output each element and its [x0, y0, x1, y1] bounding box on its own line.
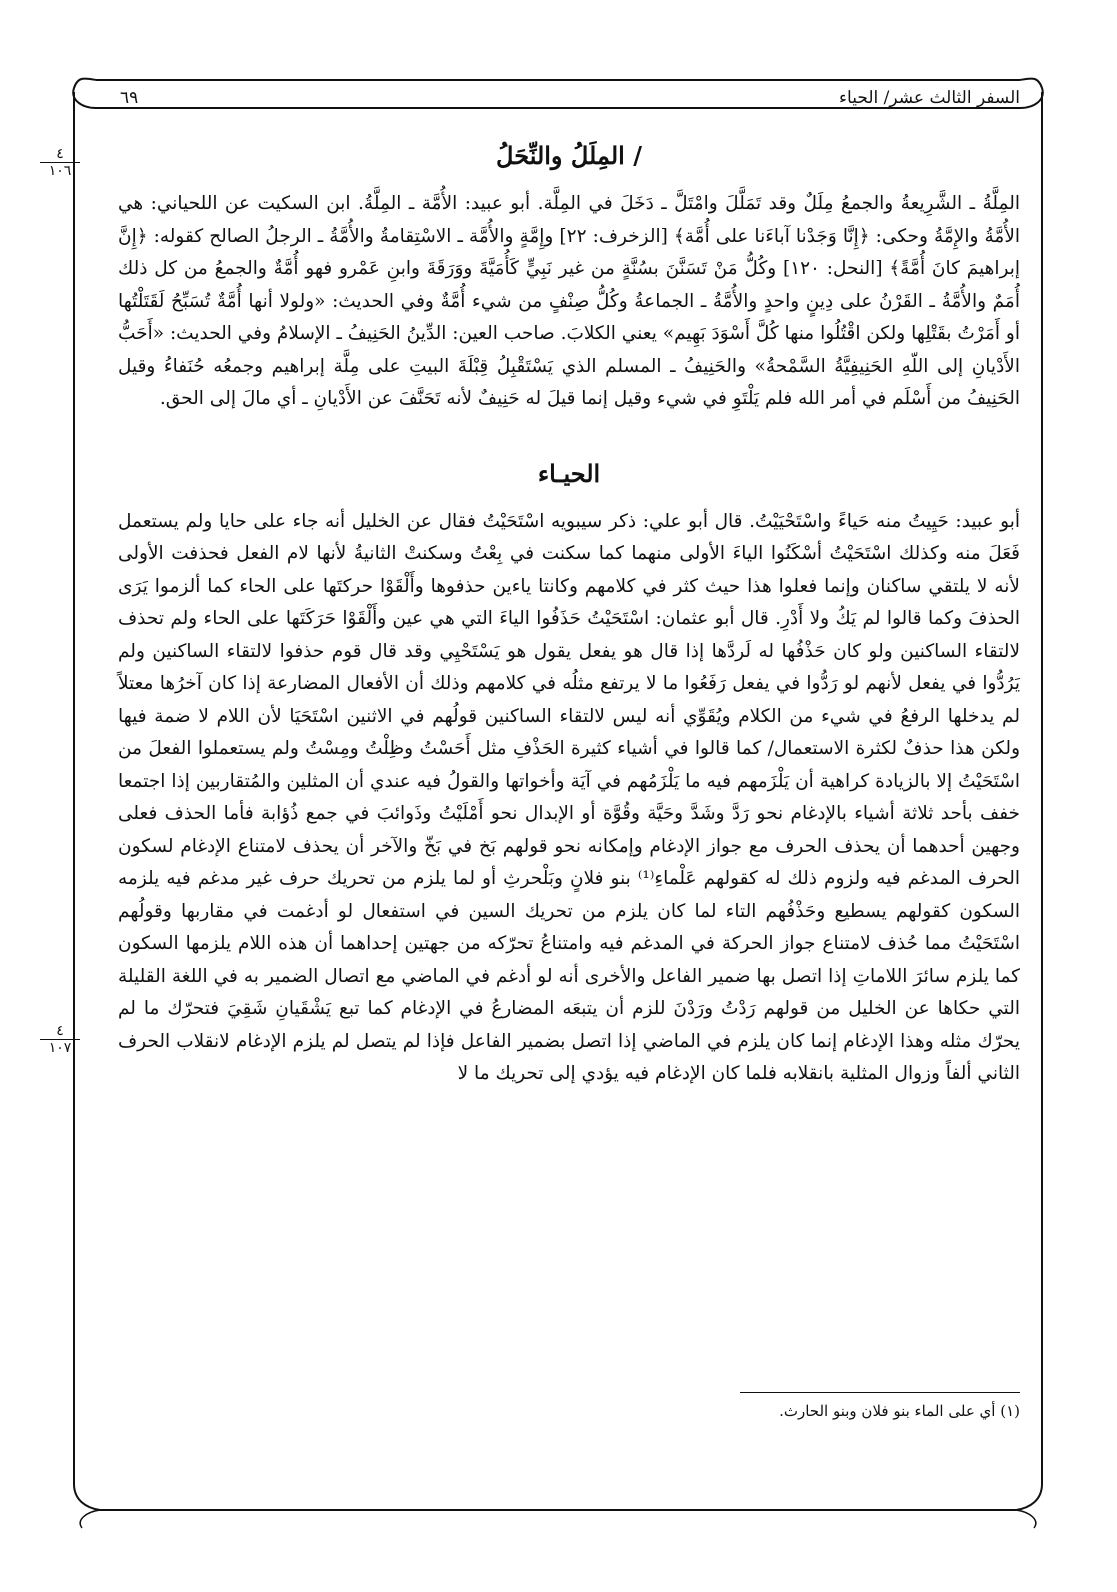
margin-reference-numerator: ٤: [40, 1024, 80, 1040]
border-bottom-curl-right: [1016, 1510, 1036, 1528]
margin-reference-1: [40, 147, 80, 178]
section-heading-milal: / المِلَلُ والنِّحَلُ: [496, 141, 642, 170]
margin-reference-denominator: ١٠٦: [48, 163, 72, 179]
margin-reference-denominator: ١٠٧: [48, 1040, 72, 1056]
header-title: السفر الثالث عشر/ الحياء: [839, 88, 1020, 108]
section-spacer: [118, 416, 1020, 456]
margin-reference-numerator: ٤: [40, 147, 80, 163]
section-paragraph-milal: المِلَّةُ ـ الشَّرِيعةُ والجمعُ مِلَلٌ وقد تَمَلَّلَ وامْتَلَّ ـ دَخَلَ في المِلَّة. أبو عبيد: الأُمَّة ـ المِلَّةُ. ابن السكيت عن اللحياني: هي الأُمَّةُ والإِمَّةُ وحكى: ﴿إِنَّا وَجَدْنا آباءَنا على أُمَّة﴾ [الزخرف: ٢٢] وإِمَّةٍ والأُمَّة ـ الاسْتِقامةُ والأُمَّةُ ـ الرجلُ الصالح كقوله: ﴿إِنَّ إبراهيمَ كانَ أُمَّةً﴾ [النحل: ١٢٠] وكُلُّ مَنْ تَسَنَّنَ بسُنَّةٍ من غير نَبِيٍّ كَأُمَيَّةَ ووَرَقَةَ وابنِ عَمْرو فهو أُمَّةٌ والجمعُ من كل ذلك أُمَمٌ والأُمَّةُ ـ القَرْنُ على دِينٍ واحدٍ والأُمَّةُ ـ الجماعةُ وكُلُّ صِنْفٍ من شيء أُمَّةٌ وفي الحديث: «ولولا أنها أُمَّةٌ تُسَبِّحُ لَقَتَلْتُها أو أَمَرْتُ بقَتْلِها ولكن اقْتُلُوا منها كُلَّ أَسْوَدَ بَهِيم» يعني الكلابَ. صاحب العين: الدِّينُ الحَنِيفُ ـ الإسلامُ وفي الحديث: «أَحَبُّ الأَدْيانِ إلى اللّهِ الحَنِيفِيَّةُ السَّمْحةُ» والحَنِيفُ ـ المسلم الذي يَسْتَقْبِلُ قِبْلَةَ البيتِ على مِلَّة إبراهيم وجمعُه حُنَفاءُ وقيل الحَنِيفُ من أَسْلَم في أمر الله فلم يَلْتَوِ في شيء وقيل إنما قيلَ له حَنِيفٌ لأنه تَحَنَّفَ عن الأَدْيانِ ـ أي مالَ إلى الحق.: [118, 193, 1021, 409]
margin-reference-2: [40, 1024, 80, 1055]
main-text: [118, 138, 1020, 1091]
section-heading-hayaa: الحيـاء: [537, 458, 601, 488]
running-header: [120, 88, 1020, 118]
footnote: (١) أي على الماء بنو فلان وبنو الحارث.: [779, 1402, 1020, 1420]
section-paragraph-hayaa: أبو عبيد: حَيِيتُ منه حَياءً واسْتَحْيَيْتُ. قال أبو علي: ذكر سيبويه اسْتَحَيْتُ فقال عن الخليل أنه جاء على حايا ولم يستعمل فَعَلَ منه وكذلك اسْتَحَيْتُ أسْكَنُوا الياءَ الأولى منهما كما سكنت في بِعْتُ وسكنتْ الثانيةُ لأنها لام الفعل فحذفت الأولى لأنه لا يلتقي ساكنان وإنما فعلوا هذا حيث كثر في كلامهم وكانتا ياءين حذفوها وأَلْقَوْا حركتَها على الحاء كما ألزموا يَرَى الحذفَ وكما قالوا لم يَكُ ولا أَدْرِ. قال أبو عثمان: اسْتَحَيْتُ حَذَفُوا الياءَ التي هي عين وأَلْقَوْا حَرَكَتَها على الحاء ولم تحذف لالتقاء الساكنين ولو كان حَذْفُها له لَردَّها إذا قال هو يفعل يقول هو يَسْتَحْيِي وقد قال قوم حذفوا لالتقاء الساكنين ولم يَرُدُّوا في يفعل لأنهم لو رَدُّوا في يفعل رَفَعُوا ما لا يرتفع مثلُه في كلامهم وذلك أن الأفعال المضارعة إذا كان آخرُها معتلاً لم يدخلها الرفعُ في شيء من الكلام ويُقَوِّي أنه ليس لالتقاء الساكنين قولُهم في الاثنين اسْتَحَيَا لأن اللام لا ضمة فيها ولكن هذا حذفٌ لكثرة الاستعمال/ كما قالوا في أشياء كثيرة الحَذْفِ مثل أَحَسْتُ وظِلْتُ ومِسْتُ ولم يستعملوا الفعلَ من اسْتَحَيْتُ إلا بالزيادة كراهية أن يَلْزَمهم فيه ما يَلْزَمُهم في آيَة وأخواتها والقولُ فيه عندي أن المثلين والمُتقاربين إذا اجتمعا خفف بأحد ثلاثة أشياء بالإدغام نحو رَدَّ وشَدَّ وحَيَّة وقُوَّة أو الإبدال نحو أَمْلَيْتُ وذَوائبَ في جمع ذُؤابة فأما الحذف فعلى وجهين أحدهما أن يحذف الحرف مع جواز الإدغام وإمكانه نحو قولهم بَخ في بَخّ والآخر أن يحذف لامتناع الإدغام لسكون الحرف المدغم فيه ولزوم ذلك له كقولهم عَلْماءِ⁽¹⁾ بنو فلانٍ وبَلْحرثِ أو لما يلزم من تحريك حرف غير مدغم فيه يلزمه السكون كقولهم يسطيع وحَذْفُهم التاء لما كان يلزم من تحريك السين في استفعال لو أدغمت في مقاربها وقولُهم اسْتَحَيْتُ مما حُذف لامتناع جواز الحركة في المدغم فيه وامتناعُ تحرّكه من جهتين إحداهما أن هذه اللام يلزمها السكون كما يلزم سائرَ اللاماتِ إذا اتصل بها ضمير الفاعل والأخرى أنه لو أدغم في الماضي مع اتصال الضمير به في اللغة القليلة التي حكاها عن الخليل من قولهم رَدْتُ ورَدْنَ للزم أن يتبعَه المضارعُ في الإدغام كما تبع يَشْقَيانِ شَقِيَ فتحرّك ما لم يحرّك مثله وهذا الإدغام إنما كان يلزم في الماضي إذا اتصل بضمير الفاعل فإذا لم يتصل لم يلزم الإدغام لانقلاب الحرف الثاني ألفاً وزوال المثلية بانقلابه فلما كان الإدغام فيه يؤدي إلى تحريك ما لا: [118, 510, 1021, 1084]
page-number: ٦٩: [120, 88, 139, 108]
footnote-separator: [740, 1392, 1020, 1393]
border-bottom-curl-left: [80, 1510, 100, 1528]
border-bottom: [74, 1484, 1042, 1510]
